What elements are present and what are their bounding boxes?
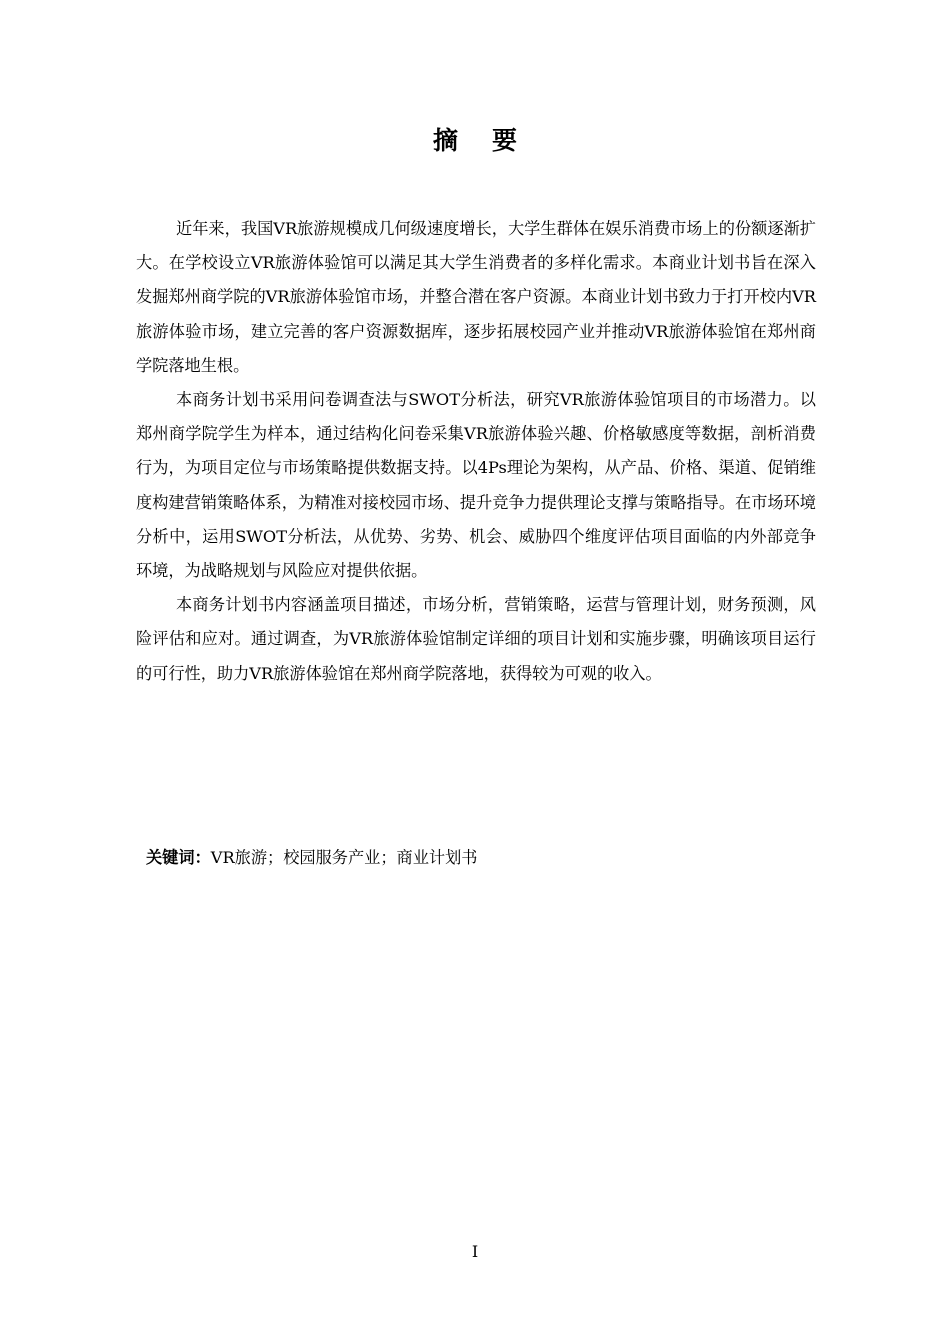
- abstract-paragraph-1: 近年来，我国VR旅游规模成几何级速度增长，大学生群体在娱乐消费市场上的份额逐渐扩大。在学校设立VR旅游体验馆可以满足其大学生消费者的多样化需求。本商业计划书旨在深入发掘郑州商学院的VR旅游体验馆市场，并整合潜在客户资源。本商业计划书致力于打开校内VR旅游体验市场，建立完善的客户资源数据库，逐步拓展校园产业并推动VR旅游体验馆在郑州商学院落地生根。: [136, 219, 816, 375]
- abstract-body: [136, 212, 816, 691]
- page-title: 摘要: [432, 126, 551, 155]
- keywords-label: 关键词：: [146, 848, 211, 867]
- page-number: I: [471, 1242, 479, 1261]
- keywords-line: [146, 846, 477, 870]
- abstract-paragraph-2: 本商务计划书采用问卷调查法与SWOT分析法，研究VR旅游体验馆项目的市场潜力。以郑州商学院学生为样本，通过结构化问卷采集VR旅游体验兴趣、价格敏感度等数据，剖析消费行为，为项目定位与市场策略提供数据支持。以4Ps理论为架构，从产品、价格、渠道、促销维度构建营销策略体系，为精准对接校园市场、提升竞争力提供理论支撑与策略指导。在市场环境分析中，运用SWOT分析法，从优势、劣势、机会、威胁四个维度评估项目面临的内外部竞争环境，为战略规划与风险应对提供依据。: [136, 390, 816, 581]
- keywords-value: VR旅游；校园服务产业；商业计划书: [210, 848, 478, 867]
- abstract-paragraph-3: 本商务计划书内容涵盖项目描述，市场分析，营销策略，运营与管理计划，财务预测，风险评估和应对。通过调查，为VR旅游体验馆制定详细的项目计划和实施步骤，明确该项目运行的可行性，助力VR旅游体验馆在郑州商学院落地，获得较为可观的收入。: [136, 595, 816, 683]
